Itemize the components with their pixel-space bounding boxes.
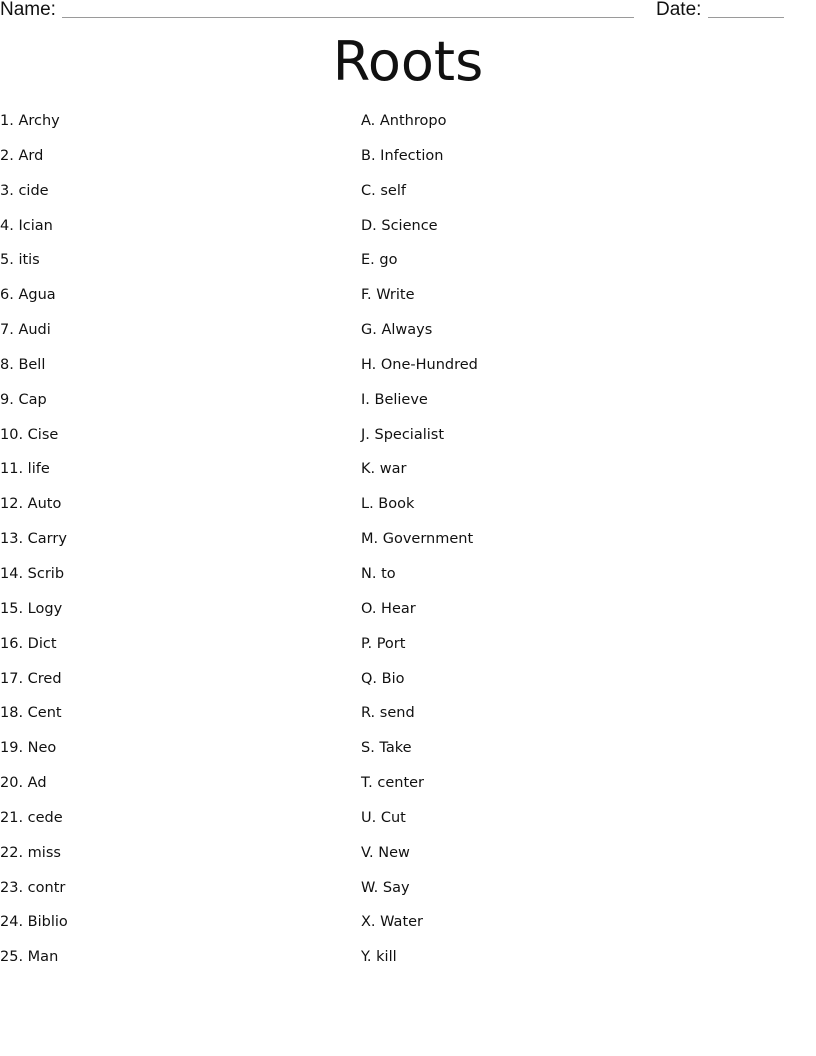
meaning-item: M. Government <box>361 531 474 548</box>
name-blank-line <box>62 17 634 18</box>
meaning-item: N. to <box>361 565 396 582</box>
meaning-item: P. Port <box>361 635 406 652</box>
worksheet-header <box>0 0 816 24</box>
date-label: Date: <box>656 0 702 20</box>
name-label: Name: <box>0 0 56 20</box>
root-item: 9. Cap <box>0 391 47 408</box>
root-item: 15. Logy <box>0 600 63 617</box>
meaning-item: Q. Bio <box>361 670 405 687</box>
root-item: 2. Ard <box>0 147 44 164</box>
root-item: 12. Auto <box>0 496 62 513</box>
meaning-item: J. Specialist <box>361 426 445 443</box>
root-item: 17. Cred <box>0 670 62 687</box>
root-item: 6. Agua <box>0 287 56 304</box>
meaning-item: G. Always <box>361 322 433 339</box>
root-item: 23. contr <box>0 879 66 896</box>
meaning-item: K. war <box>361 461 407 478</box>
root-item: 16. Dict <box>0 635 57 652</box>
meanings-column <box>361 104 801 975</box>
root-item: 19. Neo <box>0 740 57 757</box>
meaning-item: W. Say <box>361 879 410 896</box>
root-item: 22. miss <box>0 844 61 861</box>
page-title: Roots <box>332 30 484 93</box>
meaning-item: T. center <box>361 775 425 792</box>
root-item: 5. itis <box>0 252 40 269</box>
meaning-item: Y. kill <box>361 949 397 966</box>
meaning-item: E. go <box>361 252 398 269</box>
meaning-item: F. Write <box>361 287 415 304</box>
meaning-item: L. Book <box>361 496 415 513</box>
root-item: 11. life <box>0 461 50 478</box>
meaning-item: H. One-Hundred <box>361 356 478 373</box>
root-item: 7. Audi <box>0 322 51 339</box>
meaning-item: D. Science <box>361 217 438 234</box>
root-item: 18. Cent <box>0 705 62 722</box>
meaning-item: V. New <box>361 844 410 861</box>
meaning-item: X. Water <box>361 914 424 931</box>
meaning-item: I. Believe <box>361 391 428 408</box>
root-item: 20. Ad <box>0 775 47 792</box>
roots-column <box>0 104 340 975</box>
root-item: 1. Archy <box>0 113 60 129</box>
root-item: 24. Biblio <box>0 914 68 931</box>
root-item: 3. cide <box>0 182 49 199</box>
meaning-item: B. Infection <box>361 147 444 164</box>
meaning-item: R. send <box>361 705 415 722</box>
root-item: 4. Ician <box>0 217 53 234</box>
meaning-item: A. Anthropo <box>361 113 447 129</box>
meaning-item: S. Take <box>361 740 412 757</box>
root-item: 13. Carry <box>0 531 67 548</box>
meaning-item: U. Cut <box>361 809 406 826</box>
root-item: 8. Bell <box>0 356 46 373</box>
meaning-item: O. Hear <box>361 600 416 617</box>
meaning-item: C. self <box>361 182 406 199</box>
date-blank-line <box>708 17 784 18</box>
root-item: 25. Man <box>0 949 59 966</box>
root-item: 10. Cise <box>0 426 59 443</box>
root-item: 14. Scrib <box>0 565 65 582</box>
root-item: 21. cede <box>0 809 63 826</box>
